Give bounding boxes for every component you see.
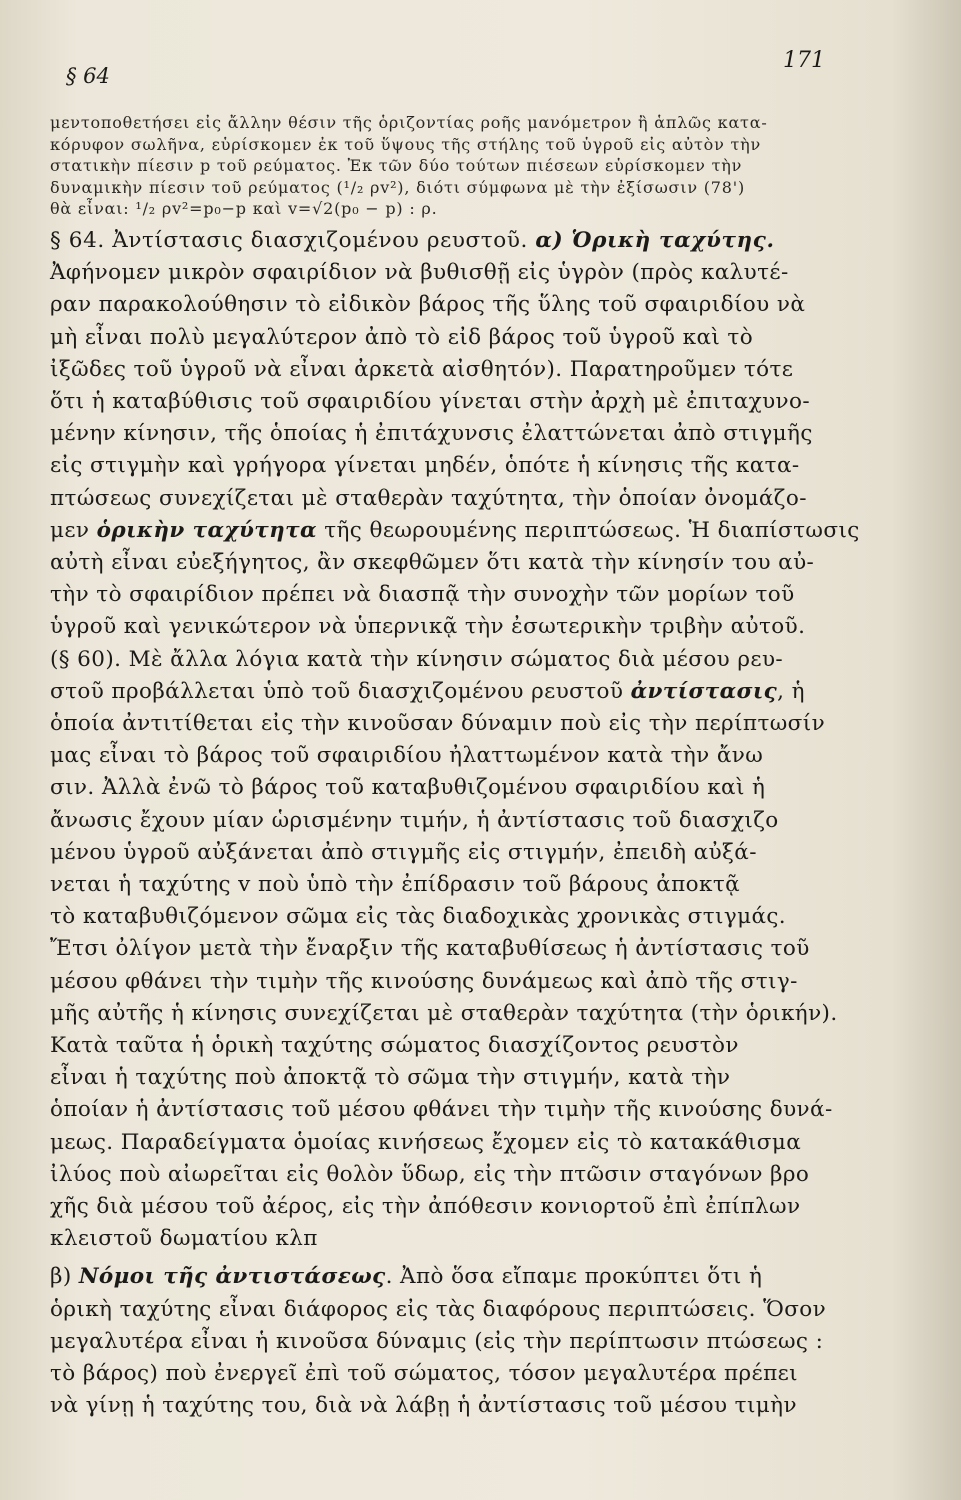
- text-line: ὁποία ἀντιτίθεται εἰς τὴν κινοῦσαν δύναμιν ποὺ εἰς τὴν περίπτωσίν: [50, 711, 826, 737]
- text-line: [50, 515, 890, 547]
- text-line: ὅτι ἡ καταβύθισις τοῦ σφαιριδίου γίνεται στὴν ἀρχὴ μὲ ἐπιταχυνο-: [50, 388, 811, 414]
- running-head: [66, 44, 825, 88]
- text-line: ὁρικὴ ταχύτης εἶναι διάφορος εἰς τὰς διαφόρους περιπτώσεις. Ὅσον: [50, 1296, 827, 1322]
- subsection-b-label: β): [50, 1264, 79, 1290]
- text-line: μένου ὑγροῦ αὐξάνεται ἀπὸ στιγμῆς εἰς στιγμήν, ἐπειδὴ αὐξά-: [50, 839, 757, 865]
- text-line: αὐτὴ εἶναι εὐεξήγητος, ἂν σκεφθῶμεν ὅτι κατὰ τὴν κίνησίν του αὐ-: [50, 550, 815, 575]
- text-line: νὰ γίνῃ ἡ ταχύτης του, διὰ νὰ λάβῃ ἡ ἀντίστασις τοῦ μέσου τιμὴν: [50, 1393, 797, 1419]
- section-heading: [50, 225, 890, 257]
- text-line: μεως. Παραδείγματα ὁμοίας κινήσεως ἔχομεν εἰς τὸ κατακάθισμα: [50, 1129, 802, 1155]
- small-print-block: [50, 112, 890, 220]
- text-line: χῆς διὰ μέσου τοῦ ἀέρος, εἰς τὴν ἀπόθεσιν κονιορτοῦ ἐπὶ ἐπίπλων: [50, 1194, 801, 1220]
- text-line: εἰς στιγμὴν καὶ γρήγορα γίνεται μηδέν, ὁπότε ἡ κίνησις τῆς κατα-: [50, 453, 800, 479]
- subsection-a-title: α) Ὁρικὴ ταχύτης.: [535, 227, 775, 253]
- text-line: μῆς αὐτῆς ἡ κίνησις συνεχίζεται μὲ σταθερὰν ταχύτητα (τὴν ὁρικήν).: [50, 1000, 838, 1026]
- text-line: ἰξῶδες τοῦ ὑγροῦ νὰ εἶναι ἀρκετὰ αἰσθητόν). Παρατηροῦμεν τότε: [50, 356, 794, 382]
- text-line: ὑγροῦ καὶ γενικώτερον νὰ ὑπερνικᾷ τὴν ἐσωτερικὴν τριβὴν αὐτοῦ.: [50, 614, 806, 640]
- text-line: [50, 1261, 890, 1293]
- text-line: κλειστοῦ δωματίου κλπ: [50, 1226, 318, 1252]
- text-line: δυναμικὴν πίεσιν τοῦ ρεύματος (¹/₂ ρv²), διότι σύμφωνα μὲ τὴν ἐξίσωσιν (78'): [50, 177, 745, 197]
- section-mark: § 64: [66, 64, 110, 88]
- text-line: ραν παρακολούθησιν τὸ εἰδικὸν βάρος τῆς ὕλης τοῦ σφαιριδίου νὰ: [50, 292, 806, 318]
- text-line: μας εἶναι τὸ βάρος τοῦ σφαιριδίου ἠλαττωμένον κατὰ τὴν ἄνω: [50, 743, 764, 769]
- text-line: μεντοποθετήσει εἰς ἄλλην θέσιν τῆς ὁριζοντίας ροῆς μανόμετρον ἢ ἁπλῶς κατα-: [50, 113, 768, 132]
- text-line: τὴν τὸ σφαιρίδιον πρέπει νὰ διασπᾷ τὴν συνοχὴν τῶν μορίων τοῦ: [50, 582, 795, 608]
- text-line: Ἀφήνομεν μικρὸν σφαιρίδιον νὰ βυθισθῇ εἰς ὑγρὸν (πρὸς καλυτέ-: [50, 260, 789, 286]
- text-line: [50, 676, 890, 708]
- text-fragment: μεν: [50, 517, 97, 543]
- text-line: στατικὴν πίεσιν p τοῦ ρεύματος. Ἐκ τῶν δύο τούτων πιέσεων εὑρίσκομεν τὴν: [50, 156, 743, 176]
- text-line: νεται ἡ ταχύτης v ποὺ ὑπὸ τὴν ἐπίδρασιν τοῦ βάρους ἀποκτᾷ: [50, 872, 741, 898]
- text-fragment: . Ἀπὸ ὅσα εἴπαμε προκύπτει ὅτι ἡ: [385, 1264, 763, 1290]
- section-title: § 64. Ἀντίστασις διασχιζομένου ρευστοῦ.: [50, 227, 528, 253]
- text-line: μὴ εἶναι πολὺ μεγαλύτερον ἀπὸ τὸ εἰδ βάρος τοῦ ὑγροῦ καὶ τὸ: [50, 324, 754, 350]
- subsection-b-title: Νόμοι τῆς ἀντιστάσεως: [78, 1264, 386, 1290]
- text-line: Κατὰ ταῦτα ἡ ὁρικὴ ταχύτης σώματος διασχίζοντος ρευστὸν: [50, 1033, 739, 1059]
- body-text: [50, 112, 890, 1422]
- main-text: [50, 225, 890, 1423]
- text-line: Ἔτσι ὀλίγον μετὰ τὴν ἔναρξιν τῆς καταβυθίσεως ἡ ἀντίστασις τοῦ: [50, 936, 810, 962]
- page-number: 171: [783, 48, 825, 73]
- text-line: ἄνωσις ἔχουν μίαν ὡρισμένην τιμήν, ἡ ἀντίστασις τοῦ διασχιζο: [50, 807, 779, 833]
- term-resistance: ἀντίστασις: [630, 678, 778, 704]
- text-line: ὁποίαν ἡ ἀντίστασις τοῦ μέσου φθάνει τὴν τιμὴν τῆς κινούσης δυνά-: [50, 1097, 833, 1123]
- text-line: μένην κίνησιν, τῆς ὁποίας ἡ ἐπιτάχυνσις ἐλαττώνεται ἀπὸ στιγμῆς: [50, 421, 813, 447]
- text-fragment: στοῦ προβάλλεται ὑπὸ τοῦ διασχιζομένου ρευστοῦ: [50, 678, 631, 704]
- text-line: τὸ βάρος) ποὺ ἐνεργεῖ ἐπὶ τοῦ σώματος, τόσον μεγαλυτέρα πρέπει: [50, 1361, 798, 1387]
- text-line: ἰλύος ποὺ αἰωρεῖται εἰς θολὸν ὕδωρ, εἰς τὴν πτῶσιν σταγόνων βρο: [50, 1161, 810, 1187]
- text-line: κόρυφον σωλῆνα, εὑρίσκομεν ἐκ τοῦ ὕψους τῆς στήλης τοῦ ὑγροῦ εἰς αὐτὸν τὴν: [50, 134, 762, 154]
- text-line: (§ 60). Μὲ ἄλλα λόγια κατὰ τὴν κίνησιν σώματος διὰ μέσου ρευ-: [50, 646, 784, 672]
- text-line: εἶναι ἡ ταχύτης ποὺ ἀποκτᾷ τὸ σῶμα τὴν στιγμήν, κατὰ τὴν: [50, 1065, 731, 1091]
- text-line: τὸ καταβυθιζόμενον σῶμα εἰς τὰς διαδοχικὰς χρονικὰς στιγμάς.: [50, 904, 787, 930]
- term-terminal-velocity: ὁρικὴν ταχύτητα: [96, 517, 317, 543]
- text-line: πτώσεως συνεχίζεται μὲ σταθερὰν ταχύτητα, τὴν ὁποίαν ὀνομάζο-: [50, 485, 807, 511]
- text-line: σιν. Ἀλλὰ ἐνῶ τὸ βάρος τοῦ καταβυθιζομένου σφαιριδίου καὶ ἡ: [50, 775, 766, 801]
- text-line: θὰ εἶναι: ¹/₂ ρv²=p₀−p καὶ v=√2(p₀ − p) : ρ.: [50, 199, 438, 219]
- text-line: μέσου φθάνει τὴν τιμὴν τῆς κινούσης δυνάμεως καὶ ἀπὸ τῆς στιγ-: [50, 968, 798, 994]
- text-fragment: τῆς θεωρουμένης περιπτώσεως. Ἡ διαπίστωσις: [317, 517, 860, 543]
- text-line: μεγαλυτέρα εἶναι ἡ κινοῦσα δύναμις (εἰς τὴν περίπτωσιν πτώσεως :: [50, 1328, 824, 1354]
- text-fragment: , ἡ: [777, 678, 805, 704]
